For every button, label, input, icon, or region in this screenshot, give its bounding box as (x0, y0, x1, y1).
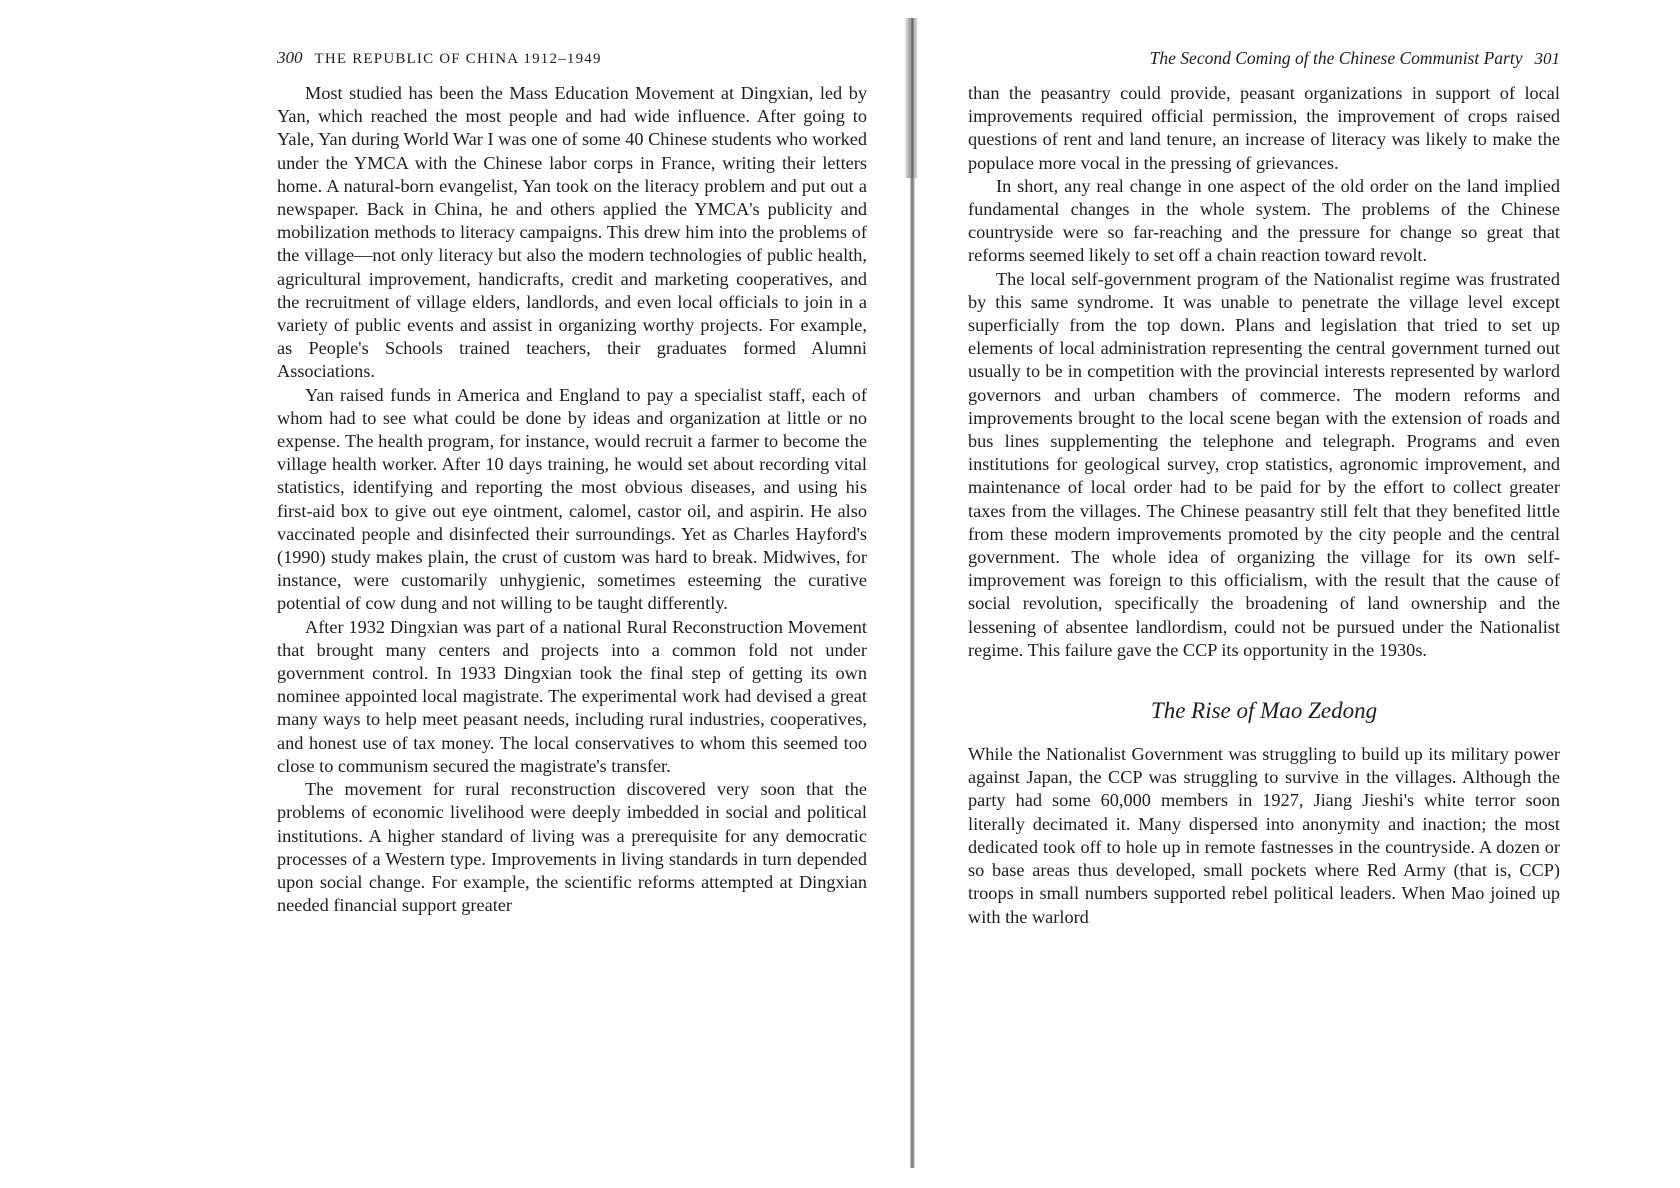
left-running-title: THE REPUBLIC OF CHINA 1912–1949 (314, 51, 602, 67)
right-running-head (968, 44, 1560, 72)
left-paragraph-3: After 1932 Dingxian was part of a national Rural Reconstruction Movement that brought many centers and projects into a common fold not under government control. In 1933 Dingxian took the final step of getting its own nominee appointed local magistrate. The experimental work had devised a great many ways to help meet peasant needs, including rural industries, cooperatives, and honest use of tax money. The local conservatives to whom this seemed too close to communism secured the magistrate's transfer. (277, 616, 867, 776)
left-running-head (277, 44, 867, 72)
right-paragraph-2: In short, any real change in one aspect of the old order on the land implied fundamental changes in the whole system. The problems of the Chinese countryside were so far-reaching and the pressure for change so great that reforms seemed likely to set off a chain reaction toward revolt. (968, 175, 1560, 266)
section-heading: The Rise of Mao Zedong (1150, 698, 1378, 724)
right-paragraph-3: The local self-government program of the Nationalist regime was frustrated by this same syndrome. It was unable to penetrate the village level except superficially from the top down. Plans and legislation that tried to set up elements of local administration representing the central government turned out usually to be in competition with the provincial interests represented by warlord governors and urban chambers of commerce. The modern reforms and improvements brought to the local scene began with the extension of roads and bus lines supplementing the telephone and telegraph. Programs and even institutions for geological survey, crop statistics, agronomic improvement, and maintenance of local order had to be paid for by the effort to collect greater taxes from the villages. The Chinese peasantry still felt that they benefited little from these modern improvements promoted by the city people and the central government. The whole idea of organizing the village for its own self-improvement was foreign to this officialism, with the result that the cause of social revolution, specifically the broadening of land ownership and the lessening of absentee landlordism, could not be pursued under the Nationalist regime. This failure gave the CCP its opportunity in the 1930s. (968, 268, 1560, 660)
right-page (968, 44, 1560, 929)
right-page-number: 301 (1534, 49, 1560, 68)
left-page-number: 300 (277, 48, 303, 67)
right-paragraph-1: than the peasantry could provide, peasant organizations in support of local improvements required official permission, the improvement of crops raised questions of rent and land tenure, an increase of literacy was likely to make the populace more vocal in the pressing of grievances. (968, 83, 1560, 173)
left-paragraph-2: Yan raised funds in America and England to pay a specialist staff, each of whom had to see what could be done by ideas and organization at little or no expense. The health program, for instance, would recruit a farmer to become the village health worker. After 10 days training, he would set about recording vital statistics, identifying and reporting the most obvious diseases, and using his first-aid box to give out eye ointment, calomel, castor oil, and aspirin. He also vaccinated people and disinfected their surroundings. Yet as Charles Hayford's (1990) study makes plain, the crust of custom was hard to break. Midwives, for instance, were customarily unhygienic, sometimes esteeming the curative potential of cow dung and not willing to be taught differently. (277, 384, 867, 614)
right-running-title: The Second Coming of the Chinese Communist Party (1149, 48, 1523, 68)
left-paragraph-1: Most studied has been the Mass Education Movement at Dingxian, led by Yan, which reached the most people and had wide influence. After going to Yale, Yan during World War I was one of some 40 Chinese students who worked under the YMCA with the Chinese labor corps in France, writing their letters home. A natural-born evangelist, Yan took on the literacy problem and put out a newspaper. Back in China, he and others applied the YMCA's publicity and mobilization methods to literacy campaigns. This drew him into the problems of the village—not only literacy but also the modern technologies of public health, agricultural improvement, handicrafts, credit and marketing cooperatives, and the recruitment of village elders, landlords, and even local officials to join in a variety of public events and assist in organizing worthy projects. For example, as People's Schools trained teachers, their graduates formed Alumni Associations. (277, 83, 867, 382)
book-gutter (910, 18, 915, 1168)
right-paragraph-4: While the Nationalist Government was struggling to build up its military power against Japan, the CCP was struggling to survive in the villages. Although the party had some 60,000 members in 1927, Jiang Jieshi's white terror soon literally decimated it. Many dispersed into anonymity and inaction; the most dedicated took off to hole up in remote fastnesses in the countryside. A dozen or so base areas thus developed, small pockets where Red Army (that is, CCP) troops in small numbers supported rebel political leaders. When Mao joined up with the warlord (968, 744, 1560, 927)
left-paragraph-4: The movement for rural reconstruction discovered very soon that the problems of economic livelihood were deeply imbedded in social and political institutions. A higher standard of living was a prerequisite for any democratic processes of a Western type. Improvements in living standards in turn depended upon social change. For example, the scientific reforms attempted at Dingxian needed financial support greater (277, 779, 867, 916)
left-page (277, 44, 867, 917)
